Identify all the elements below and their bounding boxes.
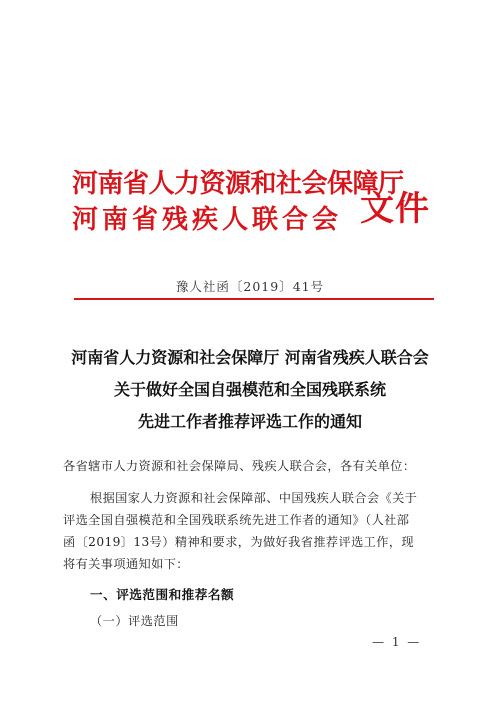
addressee: 各省辖市人力资源和社会保障局、残疾人联合会，各有关单位： (63, 459, 416, 473)
paragraph-line: 评选全国自强模范和全国残联系统先进工作者的通知》（人社部 (63, 513, 410, 527)
page-number: — 1 — (372, 635, 422, 649)
issuer-disabled-persons-federation: 河南省残疾人联合会 (72, 205, 343, 235)
paragraph-line: 根据国家人力资源和社会保障部、中国残疾人联合会《关于 (90, 491, 418, 505)
paragraph-line: 将有关事项通知如下： (63, 557, 189, 571)
issuer-hr-department: 河南省人力资源和社会保障厅 (72, 169, 404, 199)
notice-title-line-1: 河南省人力资源和社会保障厅 河南省残疾人联合会 (71, 348, 429, 367)
document-number: 豫人社函〔2019〕41号 (175, 279, 325, 294)
paragraph-line: 函〔2019〕13号）精神和要求，为做好我省推荐评选工作，现 (63, 535, 415, 549)
notice-title-line-2: 关于做好全国自强模范和全国残联系统 (113, 380, 386, 399)
document-label: 文件 (360, 189, 430, 229)
notice-title-line-3: 先进工作者推荐评选工作的通知 (137, 412, 362, 431)
section-heading: 一、评选范围和推荐名额 (90, 587, 235, 602)
subsection-heading: （一）评选范围 (90, 614, 179, 628)
red-divider-line (74, 298, 434, 300)
